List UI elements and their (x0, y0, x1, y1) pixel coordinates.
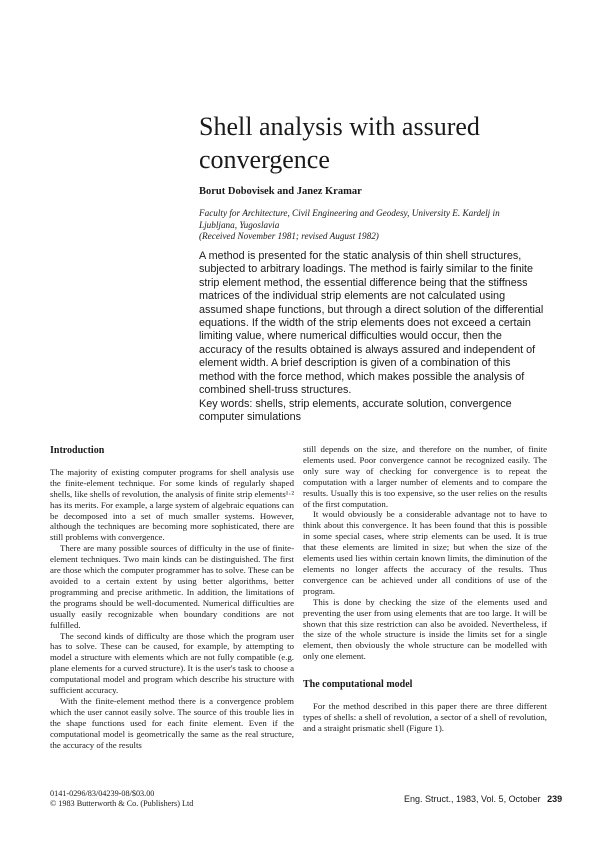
authors: Borut Dobovisek and Janez Kramar (199, 186, 362, 197)
paragraph: It would obviously be a considerable advantage not to have to think about this convergence. It has been found that this is possible in some special cases, where strip elements can be used. It is true that these elements are limited in size; but when the size of the elements used lies within certain known limits, the diminution of the elements no longer affects the accuracy of the results. Thus convergence can be achieved under all conditions of use of the program. (303, 509, 547, 596)
paragraph: With the finite-element method there is a convergence problem which the user cannot easily solve. The source of this trouble lies in the shape functions used for each finite element. Even if the computational model is geometrically the same as the real structure, the accuracy of the results (50, 695, 294, 750)
affiliation-line: Faculty for Architecture, Civil Engineering and Geodesy, University E. Kardelj in (199, 208, 500, 218)
affiliation (199, 208, 529, 243)
page-number: 239 (547, 794, 563, 804)
paragraph: For the method described in this paper there are three different types of shells: a shell of revolution, a sector of a shell of revolution, and a straight prismatic shell (Figure 1). (303, 701, 547, 733)
footer-right (404, 794, 562, 804)
received-dates: (Received November 1981; revised August 1982) (199, 231, 379, 241)
paper-title: Shell analysis with assured convergence (199, 112, 480, 174)
section-heading-computational-model: The computational model (303, 679, 413, 691)
affiliation-line: Ljubljana, Yugoslavia (199, 219, 280, 230)
copyright-notice: © 1983 Butterworth & Co. (Publishers) Ltd (50, 799, 194, 808)
paragraph: still depends on the size, and therefore on the number, of finite elements used. Poor convergence cannot be recognized easily. The only sure way of checking for convergence is to repeat the computation with a larger number of elements and to compare the results. Usually this is too expensive, so the user relies on the results of the first computation. (303, 444, 547, 509)
abstract: A method is presented for the static analysis of thin shell structures, subjected to arbitrary loadings. The method is fairly similar to the finite strip element method, the essential difference being that the stiffness matrices of the individual strip elements are not calculated using assumed shape functions, but through a direct solution of the differential equations. If the width of the strip elements does not exceed a certain limiting value, where numerical difficulties would occur, then the accuracy of the results obtained is always assured and independent of element width. A brief description is given of a combination of this method with the force method, which makes possible the analysis of combined shell-truss structures. (199, 250, 544, 397)
footer-left (50, 789, 193, 809)
left-column (50, 446, 294, 750)
paragraph: There are many possible sources of difficulty in the use of finite-element techniques. Two main kinds can be distinguished. The first are those which the computer programmer has to solve. These can be avoided to a certain extent by using better algorithms, better programming and precise arithmetic. In addition, the limitations of the programs should be well-documented. Numerical difficulties are usually easily recognizable when boundary conditions are not fulfilled. (50, 543, 294, 630)
journal-citation: Eng. Struct., 1983, Vol. 5, October (404, 794, 541, 804)
paragraph: This is done by checking the size of the elements used and preventing the user from using elements that are too large. It will be shown that this size restriction can also be avoided. Nevertheless, if the size of the whole structure is inside the limits set for a single element, then obviously the whole structure can be modelled with only one element. (303, 596, 547, 662)
keywords: Key words: shells, strip elements, accurate solution, convergence computer simulations (199, 398, 512, 424)
paragraph: The majority of existing computer programs for shell analysis use the finite-element technique. For some kinds of regularly shaped shells, like shells of revolution, the analysis of finite strip elements¹·² has its merits. For example, a large system of algebraic equations can be decomposed into a set of much smaller systems. However, although the techniques are becoming more sophisticated, there are still problems with convergence. (50, 466, 294, 543)
right-column (303, 444, 547, 734)
section-heading-introduction: Introduction (50, 445, 105, 456)
issn-code: 0141-0296/83/04239-08/$03.00 (50, 789, 155, 798)
paragraph: The second kinds of difficulty are those which the program user has to solve. These can be caused, for example, by attempting to model a structure with elements which are not fully compatible (e.g. plane elements for a curved structure). It is the user's task to choose a computational model and program which describe his structure with sufficient accuracy. (50, 630, 294, 696)
